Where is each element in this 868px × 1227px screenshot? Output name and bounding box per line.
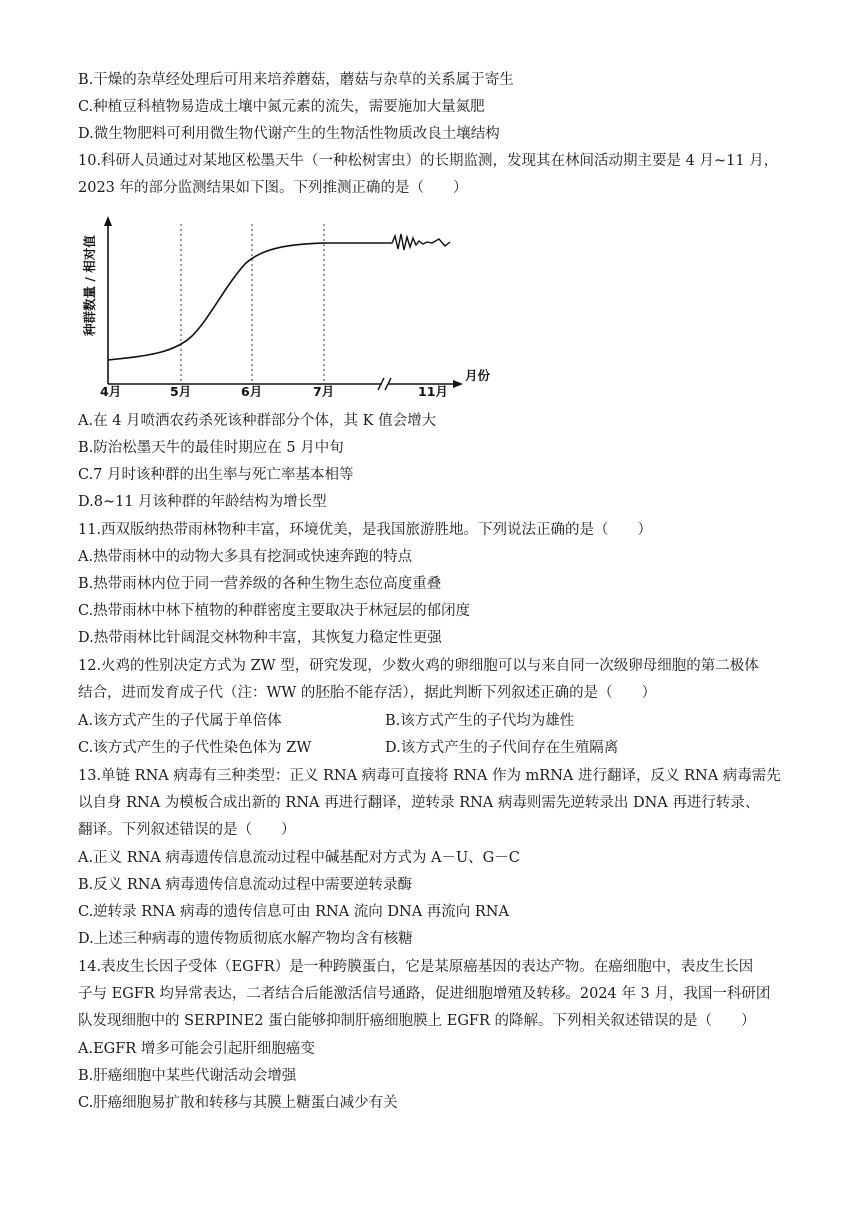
q13-option-c: C.逆转录 RNA 病毒的遗传信息可由 RNA 流向 DNA 再流向 RNA — [78, 904, 509, 920]
q10-option-a: A.在 4 月喷洒农药杀死该种群部分个体，其 K 值会增大 — [78, 413, 437, 429]
q13-stem-line2: 以自身 RNA 为模板合成出新的 RNA 再进行翻译，逆转录 RNA 病毒则需先逆转录出 DNA 再进行转录、 — [78, 795, 760, 811]
y-axis-label: 种群数量 / 相对值 — [82, 235, 97, 336]
q9-option-b: B.干燥的杂草经处理后可用来培养蘑菇，蘑菇与杂草的关系属于寄生 — [78, 72, 514, 88]
x-tick-label: 6月 — [241, 384, 263, 397]
q14-option-b: B.肝癌细胞中某些代谢活动会增强 — [78, 1068, 297, 1084]
x-axis-arrow — [453, 380, 463, 388]
q9-option-c: C.种植豆科植物易造成土壤中氮元素的流失，需要施加大量氮肥 — [78, 99, 485, 115]
q11-stem: 11.西双版纳热带雨林物种丰富，环境优美，是我国旅游胜地。下列说法正确的是（ ） — [78, 522, 653, 538]
q14-stem-line2: 子与 EGFR 均异常表达，二者结合后能激活信号通路，促进细胞增殖及转移。2024 年 3 月，我国一科研团 — [78, 986, 771, 1002]
q12-option-d: D.该方式产生的子代间存在生殖隔离 — [385, 740, 619, 756]
population-curve — [108, 243, 386, 360]
q13-option-a: A.正义 RNA 病毒遗传信息流动过程中碱基配对方式为 A－U、G－C — [78, 850, 520, 866]
q11-option-b: B.热带雨林内位于同一营养级的各种生物生态位高度重叠 — [78, 576, 442, 592]
q12-stem-line1: 12.火鸡的性别决定方式为 ZW 型，研究发现，少数火鸡的卵细胞可以与来自同一次级卵母细胞的第二极体 — [78, 658, 759, 674]
x-tick-label: 4月 — [100, 384, 122, 397]
q11-option-c: C.热带雨林中林下植物的种群密度主要取决于林冠层的郁闭度 — [78, 603, 471, 619]
q12-options-row2 — [78, 738, 808, 758]
q12-stem-line2: 结合，进而发育成子代（注：WW 的胚胎不能存活），据此判断下列叙述正确的是（ ） — [78, 685, 657, 701]
x-axis-label: 月份 — [465, 368, 491, 383]
q13-option-b: B.反义 RNA 病毒遗传信息流动过程中需要逆转录酶 — [78, 877, 413, 893]
q14-stem-line3: 队发现细胞中的 SERPINE2 蛋白能够抑制肝癌细胞膜上 EGFR 的降解。下列相关叙述错误的是（ ） — [78, 1013, 756, 1029]
q12-option-a: A.该方式产生的子代属于单倍体 — [78, 713, 282, 729]
q12-options-row1 — [78, 711, 808, 731]
q12-option-c: C.该方式产生的子代性染色体为 ZW — [78, 740, 312, 756]
q10-stem-line2: 2023 年的部分监测结果如下图。下列推测正确的是（ ） — [78, 180, 468, 196]
q10-option-d: D.8~11 月该种群的年龄结构为增长型 — [78, 494, 327, 510]
q10-stem-line1: 10.科研人员通过对某地区松墨天牛（一种松树害虫）的长期监测，发现其在林间活动期主要是 4 月~11 月， — [78, 153, 779, 169]
population-growth-chart — [70, 212, 510, 397]
q10-option-c: C.7 月时该种群的出生率与死亡率基本相等 — [78, 467, 354, 483]
q14-option-a: A.EGFR 增多可能会引起肝细胞癌变 — [78, 1041, 315, 1057]
q13-stem-line3: 翻译。下列叙述错误的是（ ） — [78, 822, 296, 838]
y-axis-arrow — [104, 216, 112, 226]
q14-option-c: C.肝癌细胞易扩散和转移与其膜上糖蛋白减少有关 — [78, 1095, 398, 1111]
q9-option-d: D.微生物肥料可利用微生物代谢产生的生物活性物质改良土壤结构 — [78, 126, 500, 142]
q11-option-d: D.热带雨林比针阔混交林物种丰富，其恢复力稳定性更强 — [78, 630, 442, 646]
q14-stem-line1: 14.表皮生长因子受体（EGFR）是一种跨膜蛋白，它是某原癌基因的表达产物。在癌细胞中，表皮生长因 — [78, 959, 754, 975]
fluctuation-curve — [386, 234, 450, 250]
x-tick-label: 11月 — [418, 384, 448, 397]
q11-option-a: A.热带雨林中的动物大多具有挖洞或快速奔跑的特点 — [78, 549, 413, 565]
x-tick-label: 7月 — [313, 384, 335, 397]
q13-stem-line1: 13.单链 RNA 病毒有三种类型：正义 RNA 病毒可直接将 RNA 作为 mRNA 进行翻译，反义 RNA 病毒需先 — [78, 768, 781, 784]
q12-option-b: B.该方式产生的子代均为雄性 — [385, 713, 575, 729]
q10-option-b: B.防治松墨天牛的最佳时期应在 5 月中旬 — [78, 440, 344, 456]
x-tick-label: 5月 — [170, 384, 192, 397]
q13-option-d: D.上述三种病毒的遗传物质彻底水解产物均含有核糖 — [78, 931, 413, 947]
